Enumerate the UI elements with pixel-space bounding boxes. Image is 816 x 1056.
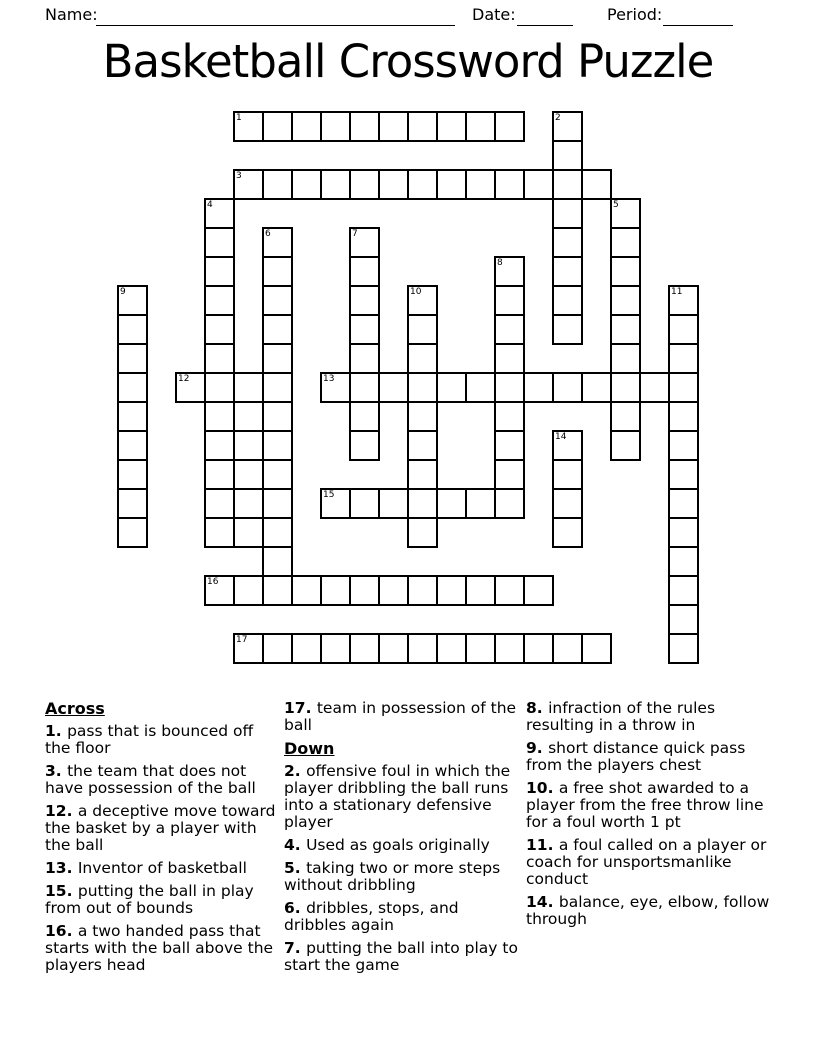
grid-cell[interactable] (436, 111, 467, 142)
grid-cell[interactable] (465, 169, 496, 200)
grid-cell[interactable] (494, 430, 525, 461)
grid-cell[interactable] (552, 430, 583, 461)
grid-cell[interactable] (291, 111, 322, 142)
clue-8: 8. infraction of the rules resulting in a throw in (526, 699, 716, 734)
grid-cell[interactable] (233, 401, 264, 432)
grid-cell[interactable] (204, 227, 235, 258)
grid-cell[interactable] (204, 459, 235, 490)
grid-cell[interactable] (494, 285, 525, 316)
clue-number-5: 5 (613, 200, 619, 210)
clue-number-8: 8 (497, 258, 503, 268)
grid-cell[interactable] (349, 285, 380, 316)
clue-num: 10. (526, 779, 559, 797)
grid-cell[interactable] (204, 430, 235, 461)
grid-cell[interactable] (378, 111, 409, 142)
grid-cell[interactable] (610, 285, 641, 316)
clue-num: 4. (284, 836, 307, 854)
clue-number-9: 9 (120, 287, 126, 297)
clue-3: 3. the team that does not have possession of the ball (45, 762, 256, 797)
clue-number-3: 3 (236, 171, 242, 181)
grid-cell[interactable] (494, 459, 525, 490)
grid-cell[interactable] (407, 430, 438, 461)
grid-cell[interactable] (494, 575, 525, 606)
clue-num: 1. (45, 722, 68, 740)
clue-column-1 (45, 700, 283, 980)
grid-cell[interactable] (552, 633, 583, 664)
grid-cell[interactable] (407, 633, 438, 664)
grid-cell[interactable] (668, 633, 699, 664)
grid-cell[interactable] (436, 169, 467, 200)
clue-number-13: 13 (323, 374, 335, 384)
grid-cell[interactable] (610, 430, 641, 461)
grid-cell[interactable] (262, 546, 293, 577)
grid-cell[interactable] (407, 517, 438, 548)
grid-cell[interactable] (581, 169, 612, 200)
grid-cell[interactable] (465, 575, 496, 606)
grid-cell[interactable] (233, 575, 264, 606)
grid-cell[interactable] (581, 372, 612, 403)
grid-cell[interactable] (117, 401, 148, 432)
clue-num: 16. (45, 922, 78, 940)
grid-cell[interactable] (378, 372, 409, 403)
clue-13: 13. Inventor of basketball (45, 859, 247, 877)
grid-cell[interactable] (668, 372, 699, 403)
date-label: Date: (472, 5, 516, 24)
clue-15: 15. putting the ball in play from out of bounds (45, 882, 254, 917)
grid-cell[interactable] (204, 198, 235, 229)
grid-cell[interactable] (465, 633, 496, 664)
clue-number-7: 7 (352, 229, 358, 239)
grid-cell[interactable] (262, 517, 293, 548)
clue-7: 7. putting the ball into play to start the game (284, 939, 518, 974)
grid-cell[interactable] (204, 372, 235, 403)
grid-cell[interactable] (349, 227, 380, 258)
grid-cell[interactable] (407, 401, 438, 432)
grid-cell[interactable] (668, 343, 699, 374)
grid-cell[interactable] (349, 169, 380, 200)
grid-cell[interactable] (552, 111, 583, 142)
grid-cell[interactable] (465, 111, 496, 142)
grid-cell[interactable] (523, 372, 554, 403)
grid-cell[interactable] (320, 633, 351, 664)
grid-cell[interactable] (668, 314, 699, 345)
grid-cell[interactable] (668, 604, 699, 635)
grid-cell[interactable] (320, 111, 351, 142)
clue-num: 14. (526, 893, 559, 911)
clue-num: 5. (284, 859, 307, 877)
grid-cell[interactable] (233, 488, 264, 519)
grid-cell[interactable] (552, 140, 583, 171)
grid-cell[interactable] (494, 488, 525, 519)
grid-cell[interactable] (204, 285, 235, 316)
clue-number-6: 6 (265, 229, 271, 239)
grid-cell[interactable] (349, 372, 380, 403)
clue-17: 17. team in possession of the ball (284, 699, 517, 734)
grid-cell[interactable] (668, 430, 699, 461)
grid-cell[interactable] (262, 227, 293, 258)
grid-cell[interactable] (233, 169, 264, 200)
grid-cell[interactable] (494, 343, 525, 374)
grid-cell[interactable] (407, 488, 438, 519)
clue-num: 6. (284, 899, 307, 917)
grid-cell[interactable] (117, 372, 148, 403)
clue-num: 7. (284, 939, 307, 957)
grid-cell[interactable] (378, 169, 409, 200)
grid-cell[interactable] (262, 285, 293, 316)
grid-cell[interactable] (233, 517, 264, 548)
grid-cell[interactable] (320, 488, 351, 519)
clue-number-12: 12 (178, 374, 190, 384)
grid-cell[interactable] (262, 169, 293, 200)
clue-9: 9. short distance quick pass from the players chest (526, 739, 746, 774)
grid-cell[interactable] (378, 488, 409, 519)
grid-cell[interactable] (291, 633, 322, 664)
grid-cell[interactable] (668, 488, 699, 519)
grid-cell[interactable] (436, 633, 467, 664)
grid-cell[interactable] (233, 372, 264, 403)
grid-cell[interactable] (523, 169, 554, 200)
grid-cell[interactable] (349, 488, 380, 519)
clue-column-3 (526, 700, 771, 934)
grid-cell[interactable] (262, 575, 293, 606)
clue-number-10: 10 (410, 287, 422, 297)
grid-cell[interactable] (523, 633, 554, 664)
grid-cell[interactable] (610, 198, 641, 229)
clue-number-14: 14 (555, 432, 567, 442)
grid-cell[interactable] (668, 285, 699, 316)
grid-cell[interactable] (668, 546, 699, 577)
grid-cell[interactable] (668, 459, 699, 490)
grid-cell[interactable] (204, 575, 235, 606)
clue-num: 15. (45, 882, 78, 900)
grid-cell[interactable] (552, 256, 583, 287)
period-label: Period: (607, 5, 663, 24)
grid-cell[interactable] (262, 343, 293, 374)
grid-cell[interactable] (436, 488, 467, 519)
clue-num: 2. (284, 762, 307, 780)
grid-cell[interactable] (291, 169, 322, 200)
grid-cell[interactable] (262, 314, 293, 345)
grid-cell[interactable] (639, 372, 670, 403)
clue-6: 6. dribbles, stops, and dribbles again (284, 899, 459, 934)
grid-cell[interactable] (262, 111, 293, 142)
grid-cell[interactable] (349, 256, 380, 287)
grid-cell[interactable] (262, 459, 293, 490)
clue-number-17: 17 (236, 635, 248, 645)
grid-cell[interactable] (523, 575, 554, 606)
grid-cell[interactable] (436, 372, 467, 403)
grid-cell[interactable] (552, 488, 583, 519)
name-label: Name: (45, 5, 98, 24)
grid-cell[interactable] (233, 633, 264, 664)
grid-cell[interactable] (610, 343, 641, 374)
grid-cell[interactable] (378, 633, 409, 664)
grid-cell[interactable] (407, 343, 438, 374)
grid-cell[interactable] (117, 430, 148, 461)
grid-cell[interactable] (465, 372, 496, 403)
clue-column-2 (284, 700, 518, 980)
clue-number-11: 11 (671, 287, 683, 297)
grid-cell[interactable] (407, 111, 438, 142)
clue-4: 4. Used as goals originally (284, 836, 490, 854)
down-header: Down (284, 739, 335, 758)
clue-num: 17. (284, 699, 317, 717)
grid-cell[interactable] (204, 401, 235, 432)
page-title: Basketball Crossword Puzzle (102, 35, 714, 88)
grid-cell[interactable] (581, 633, 612, 664)
grid-cell[interactable] (668, 575, 699, 606)
grid-cell[interactable] (668, 401, 699, 432)
grid-cell[interactable] (610, 401, 641, 432)
grid-cell[interactable] (349, 343, 380, 374)
grid-cell[interactable] (175, 372, 206, 403)
grid-cell[interactable] (552, 169, 583, 200)
clue-2: 2. offensive foul in which the player dribbling the ball runs into a stationary defensive player (284, 762, 511, 831)
clue-5: 5. taking two or more steps without dribbling (284, 859, 501, 894)
grid-cell[interactable] (204, 256, 235, 287)
grid-cell[interactable] (349, 430, 380, 461)
grid-cell[interactable] (407, 575, 438, 606)
grid-cell[interactable] (407, 169, 438, 200)
clue-num: 11. (526, 836, 559, 854)
grid-cell[interactable] (233, 430, 264, 461)
grid-cell[interactable] (552, 198, 583, 229)
grid-cell[interactable] (552, 314, 583, 345)
grid-cell[interactable] (291, 575, 322, 606)
grid-cell[interactable] (320, 372, 351, 403)
clue-number-16: 16 (207, 577, 219, 587)
grid-cell[interactable] (552, 372, 583, 403)
clue-num: 13. (45, 859, 78, 877)
grid-cell[interactable] (610, 372, 641, 403)
grid-cell[interactable] (349, 401, 380, 432)
clue-num: 3. (45, 762, 68, 780)
grid-cell[interactable] (610, 227, 641, 258)
clue-16: 16. a two handed pass that starts with the ball above the players head (45, 922, 274, 974)
grid-cell[interactable] (668, 517, 699, 548)
grid-cell[interactable] (117, 517, 148, 548)
grid-cell[interactable] (204, 517, 235, 548)
grid-cell[interactable] (494, 633, 525, 664)
grid-cell[interactable] (204, 314, 235, 345)
across-header: Across (45, 699, 105, 718)
clue-number-2: 2 (555, 113, 561, 123)
grid-cell[interactable] (262, 256, 293, 287)
grid-cell[interactable] (407, 372, 438, 403)
grid-cell[interactable] (233, 459, 264, 490)
grid-cell[interactable] (552, 285, 583, 316)
clue-number-15: 15 (323, 490, 335, 500)
grid-cell[interactable] (349, 111, 380, 142)
grid-cell[interactable] (204, 343, 235, 374)
grid-cell[interactable] (494, 372, 525, 403)
grid-cell[interactable] (117, 459, 148, 490)
grid-cell[interactable] (117, 314, 148, 345)
grid-cell[interactable] (349, 633, 380, 664)
clue-num: 12. (45, 802, 78, 820)
grid-cell[interactable] (262, 488, 293, 519)
grid-cell[interactable] (407, 314, 438, 345)
grid-cell[interactable] (494, 111, 525, 142)
grid-cell[interactable] (117, 285, 148, 316)
grid-cell[interactable] (349, 575, 380, 606)
grid-cell[interactable] (262, 633, 293, 664)
clue-1: 1. pass that is bounced off the floor (45, 722, 254, 757)
grid-cell[interactable] (552, 227, 583, 258)
grid-cell[interactable] (552, 517, 583, 548)
grid-cell[interactable] (204, 488, 235, 519)
grid-cell[interactable] (494, 169, 525, 200)
clue-num: 8. (526, 699, 549, 717)
grid-cell[interactable] (407, 459, 438, 490)
grid-cell[interactable] (552, 459, 583, 490)
grid-cell[interactable] (117, 343, 148, 374)
grid-cell[interactable] (262, 401, 293, 432)
clue-number-4: 4 (207, 200, 213, 210)
grid-cell[interactable] (465, 488, 496, 519)
clue-14: 14. balance, eye, elbow, follow through (526, 893, 770, 928)
grid-cell[interactable] (349, 314, 380, 345)
grid-cell[interactable] (610, 314, 641, 345)
grid-cell[interactable] (262, 372, 293, 403)
grid-cell[interactable] (378, 575, 409, 606)
grid-cell[interactable] (233, 111, 264, 142)
clue-11: 11. a foul called on a player or coach for unsportsmanlike conduct (526, 836, 767, 888)
grid-cell[interactable] (320, 575, 351, 606)
grid-cell[interactable] (262, 430, 293, 461)
grid-cell[interactable] (436, 575, 467, 606)
clue-number-1: 1 (236, 113, 242, 123)
grid-cell[interactable] (117, 488, 148, 519)
grid-cell[interactable] (320, 169, 351, 200)
grid-cell[interactable] (494, 314, 525, 345)
clue-12: 12. a deceptive move toward the basket by a player with the ball (45, 802, 276, 854)
grid-cell[interactable] (610, 256, 641, 287)
grid-cell[interactable] (494, 401, 525, 432)
clue-num: 9. (526, 739, 549, 757)
grid-cell[interactable] (407, 285, 438, 316)
grid-cell[interactable] (494, 256, 525, 287)
clue-10: 10. a free shot awarded to a player from the free throw line for a foul worth 1 pt (526, 779, 764, 831)
